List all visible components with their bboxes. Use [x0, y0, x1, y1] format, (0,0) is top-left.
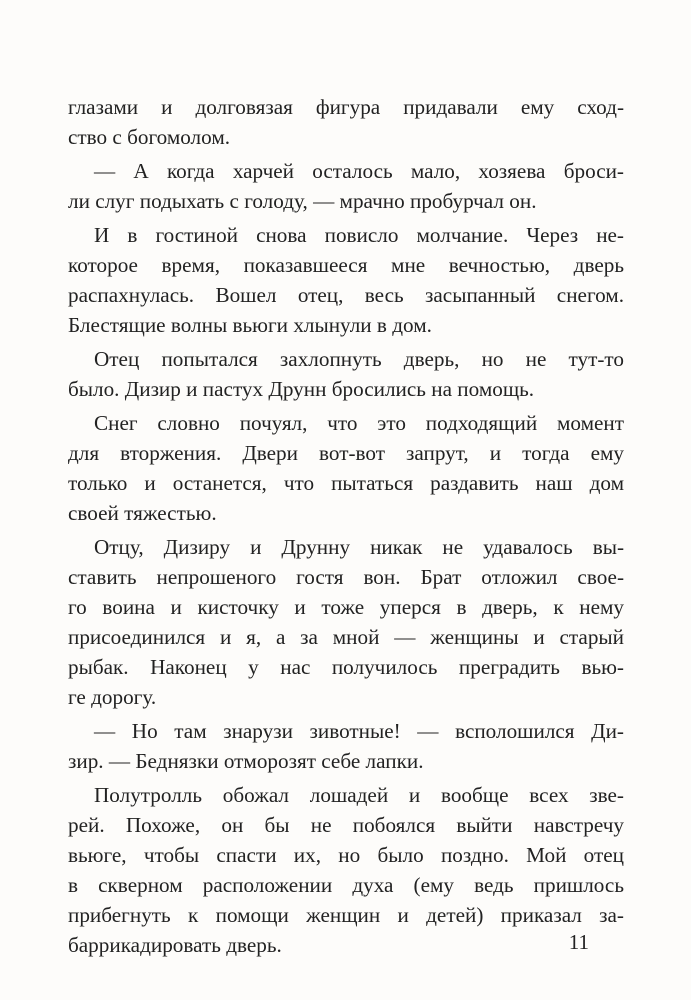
text-line: только и останется, что пытаться раздавить наш дом	[68, 471, 624, 495]
page-number: 11	[568, 930, 589, 954]
text-line: — Но там знарузи зивотные! — всполошился Ди-	[94, 719, 624, 743]
text-line: распахнулась. Вошел отец, весь засыпанный снегом.	[68, 283, 624, 307]
text-line: Снег словно почуял, что это подходящий момент	[94, 411, 624, 435]
text-line: Отцу, Дизиру и Друнну никак не удавалось вы-	[94, 535, 624, 559]
text-line: своей тяжестью.	[68, 501, 217, 525]
body-text	[68, 92, 624, 960]
text-line: Полутролль обожал лошадей и вообще всех зве-	[94, 783, 624, 807]
text-line: И в гостиной снова повисло молчание. Через не-	[94, 223, 624, 247]
text-line: в скверном расположении духа (ему ведь пришлось	[68, 873, 624, 897]
text-line: вьюге, чтобы спасти их, но было поздно. Мой отец	[68, 843, 624, 867]
text-line: ли слуг подыхать с голоду, — мрачно пробурчал он.	[68, 189, 537, 213]
text-line: прибегнуть к помощи женщин и детей) приказал за-	[68, 903, 624, 927]
text-line: баррикадировать дверь.	[68, 933, 282, 957]
text-line: ге дорогу.	[68, 685, 157, 709]
text-line: ставить непрошеного гостя вон. Брат отложил свое-	[68, 565, 624, 589]
text-line: для вторжения. Двери вот-вот запрут, и тогда ему	[68, 441, 624, 465]
text-line: было. Дизир и пастух Друнн бросились на помощь.	[68, 377, 535, 401]
text-line: ство с богомолом.	[68, 125, 231, 149]
text-line: го воина и кисточку и тоже уперся в дверь, к нему	[68, 595, 624, 619]
text-line: присоединился и я, а за мной — женщины и старый	[68, 625, 624, 649]
text-line: которое время, показавшееся мне вечностью, дверь	[68, 253, 624, 277]
text-line: рыбак. Наконец у нас получилось преградить вью-	[68, 655, 624, 679]
text-line: зир. — Беднязки отморозят себе лапки.	[68, 749, 424, 773]
text-line: — А когда харчей осталось мало, хозяева броси-	[94, 159, 624, 183]
text-line: глазами и долговязая фигура придавали ему сход-	[68, 95, 624, 119]
text-line: Блестящие волны вьюги хлынули в дом.	[68, 313, 432, 337]
text-line: рей. Похоже, он бы не побоялся выйти навстречу	[68, 813, 624, 837]
text-line: Отец попытался захлопнуть дверь, но не тут-то	[94, 347, 624, 371]
